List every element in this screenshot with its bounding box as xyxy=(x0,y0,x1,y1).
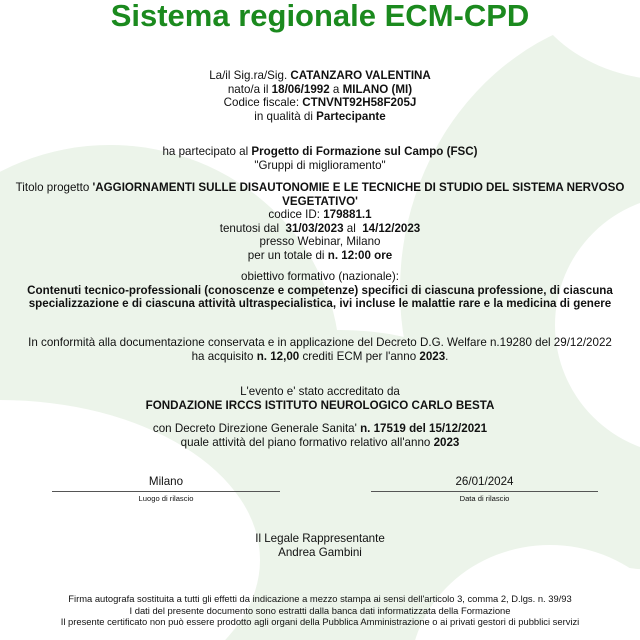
issuance-place-label: Luogo di rilascio xyxy=(138,494,194,503)
project-type: Progetto di Formazione sul Campo (FSC) xyxy=(251,145,478,158)
credits-line1: In conformità alla documentazione conservata e in applicazione del Decreto D.G. Welfare n.19280 del 29/12/2022 xyxy=(28,336,612,349)
hours-prefix: per un totale di xyxy=(247,248,328,262)
participant-block xyxy=(0,69,640,123)
signatory-name: Andrea Gambini xyxy=(278,545,362,559)
credits-year: 2023 xyxy=(419,349,446,363)
project-title-line2: VEGETATIVO' xyxy=(282,194,358,208)
codice-fiscale: CTNVNT92H58F205J xyxy=(302,96,417,110)
project-block xyxy=(0,181,640,263)
participant-name: CATANZARO VALENTINA xyxy=(290,69,431,82)
credits-amount: n. 12,00 xyxy=(256,349,300,363)
credits-mid: crediti ECM per l'anno xyxy=(299,349,420,363)
code-id: 179881.1 xyxy=(323,208,372,222)
role-prefix: in qualità di xyxy=(254,109,317,123)
issuance-date-label: Data di rilascio xyxy=(459,494,510,503)
plan-prefix: quale attività del piano formativo relativo all'anno xyxy=(180,435,434,449)
signatory-block xyxy=(0,532,640,559)
event-location: presso Webinar, Milano xyxy=(259,235,381,249)
decree-block xyxy=(0,422,640,449)
date-from: 31/03/2023 xyxy=(285,221,344,235)
issuance-place-rule xyxy=(52,491,280,492)
credits-block xyxy=(0,336,640,363)
born-prefix: nato/a il xyxy=(227,82,272,96)
project-title-line1: 'AGGIORNAMENTI SULLE DISAUTONOMIE E LE TECNICHE DI STUDIO DEL SISTEMA NERVOSO xyxy=(92,181,625,194)
born-mid: a xyxy=(329,82,343,96)
cf-prefix: Codice fiscale: xyxy=(223,96,303,110)
issuance-date-value: 26/01/2024 xyxy=(455,475,514,488)
issuance-place-value: Milano xyxy=(148,475,184,488)
project-subtype: "Gruppi di miglioramento" xyxy=(254,158,386,172)
issuance-date xyxy=(371,475,598,505)
birth-date: 18/06/1992 xyxy=(271,82,330,96)
objective-line1: Contenuti tecnico-professionali (conoscenze e competenze) specifici di ciascuna professione, di ciascuna xyxy=(27,283,613,297)
credits-prefix: ha acquisito xyxy=(191,349,257,363)
footer-line-source: I dati del presente documento sono estratti dalla banca dati informatizzata della Formazione xyxy=(129,604,511,616)
footer-line-signature: Firma autografa sostituita a tutti gli effetti da indicazione a mezzo stampa ai sensi dell'articolo 3, comma 2, D.lgs. n. 39/93 xyxy=(68,593,572,604)
page-title: Sistema regionale ECM-CPD xyxy=(110,0,530,33)
accreditation-block xyxy=(0,385,640,412)
participant-prefix: La/il Sig.ra/Sig. xyxy=(209,69,291,82)
event-hours: n. 12:00 ore xyxy=(327,248,393,262)
footer-line-restriction: Il presente certificato non può essere prodotto agli organi della Pubblica Amministrazione o ai privati gestori di pubblici servizi xyxy=(60,616,580,628)
participant-role: Partecipante xyxy=(316,109,386,123)
credits-suffix: . xyxy=(445,349,449,363)
accreditation-label: L'evento e' stato accreditato da xyxy=(240,385,400,398)
issuance-place xyxy=(52,475,280,505)
decree-prefix: con Decreto Direzione Generale Sanita' xyxy=(152,422,361,435)
decree-number: n. 17519 del 15/12/2021 xyxy=(360,422,488,435)
objective-line2: specializzazione e di ciascuna attività ultraspecialistica, ivi incluse le malattie rare e la medicina di genere xyxy=(28,297,612,311)
birth-place: MILANO (MI) xyxy=(342,82,413,96)
dates-prefix: tenutosi dal xyxy=(219,221,286,235)
objective-label: obiettivo formativo (nazionale): xyxy=(241,270,399,283)
title-prefix: Titolo progetto xyxy=(15,181,93,194)
signatory-role: Il Legale Rappresentante xyxy=(255,532,385,545)
issuance-date-rule xyxy=(371,491,598,492)
plan-year: 2023 xyxy=(433,435,460,449)
date-to: 14/12/2023 xyxy=(362,221,421,235)
code-prefix: codice ID: xyxy=(268,208,324,222)
participation-prefix: ha partecipato al xyxy=(162,145,252,158)
accreditation-provider: FONDAZIONE IRCCS ISTITUTO NEUROLOGICO CARLO BESTA xyxy=(145,398,495,412)
footer-notes xyxy=(0,593,640,628)
participation-block xyxy=(0,145,640,172)
objective-block xyxy=(0,270,640,311)
dates-mid: al xyxy=(343,221,363,235)
